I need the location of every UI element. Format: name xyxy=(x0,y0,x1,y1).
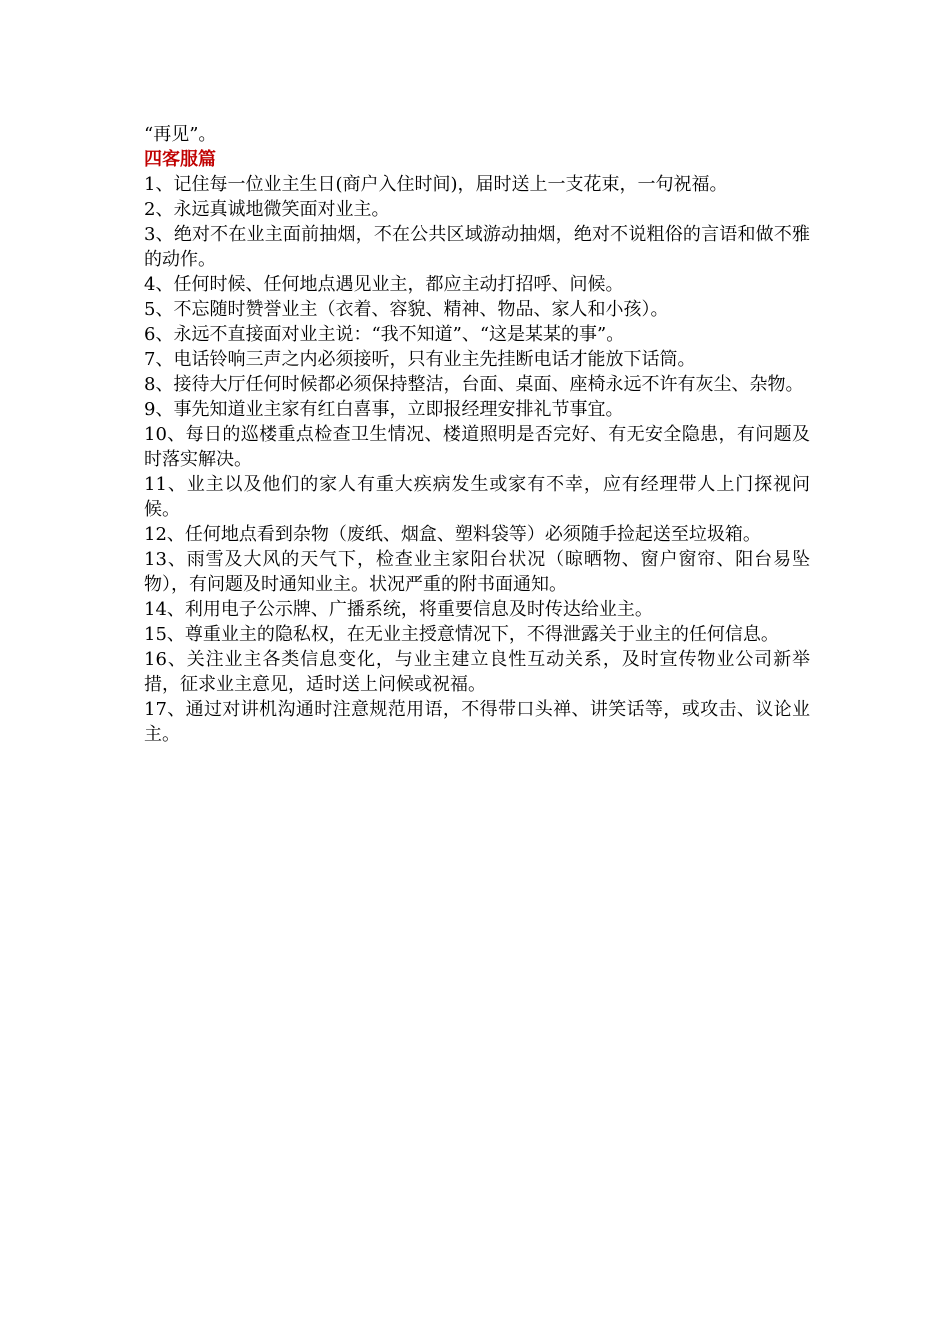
continuation-text: “再见”。 xyxy=(144,124,217,145)
list-item: 13、雨雪及大风的天气下，检查业主家阳台状况（晾晒物、窗户窗帘、阳台易坠物），有问题及时通知业主。状况严重的附书面通知。 xyxy=(144,549,810,595)
list-item: 11、业主以及他们的家人有重大疾病发生或家有不幸，应有经理带人上门探视问候。 xyxy=(144,474,810,520)
list-item: 4、任何时候、任何地点遇见业主，都应主动打招呼、问候。 xyxy=(144,274,624,295)
list-item: 5、不忘随时赞誉业主（衣着、容貌、精神、物品、家人和小孩）。 xyxy=(144,299,669,320)
list-item: 7、电话铃响三声之内必须接听，只有业主先挂断电话才能放下话筒。 xyxy=(144,349,696,370)
list-item: 9、事先知道业主家有红白喜事，立即报经理安排礼节事宜。 xyxy=(144,399,624,420)
list-item: 14、利用电子公示牌、广播系统，将重要信息及时传达给业主。 xyxy=(144,599,653,620)
list-item: 12、任何地点看到杂物（废纸、烟盒、塑料袋等）必须随手捡起送至垃圾箱。 xyxy=(144,524,761,545)
list-item: 8、接待大厅任何时候都必须保持整洁，台面、桌面、座椅永远不许有灰尘、杂物。 xyxy=(144,374,804,395)
document-body xyxy=(144,122,810,747)
list-item: 1、记住每一位业主生日(商户入住时间)，届时送上一支花束，一句祝福。 xyxy=(144,174,728,195)
list-item: 17、通过对讲机沟通时注意规范用语，不得带口头禅、讲笑话等，或攻击、议论业主。 xyxy=(144,699,810,745)
list-item: 15、尊重业主的隐私权，在无业主授意情况下，不得泄露关于业主的任何信息。 xyxy=(144,624,779,645)
list-item: 2、永远真诚地微笑面对业主。 xyxy=(144,199,390,220)
list-item: 3、绝对不在业主面前抽烟，不在公共区域游动抽烟，绝对不说粗俗的言语和做不雅的动作。 xyxy=(144,224,810,270)
list-item: 6、永远不直接面对业主说：“我不知道”、“这是某某的事”。 xyxy=(144,324,625,345)
list-item: 10、每日的巡楼重点检查卫生情况、楼道照明是否完好、有无安全隐患，有问题及时落实解决。 xyxy=(144,424,810,470)
section-title: 四客服篇 xyxy=(144,149,216,170)
list-item: 16、关注业主各类信息变化，与业主建立良性互动关系，及时宣传物业公司新举措，征求业主意见，适时送上问候或祝福。 xyxy=(144,649,810,695)
